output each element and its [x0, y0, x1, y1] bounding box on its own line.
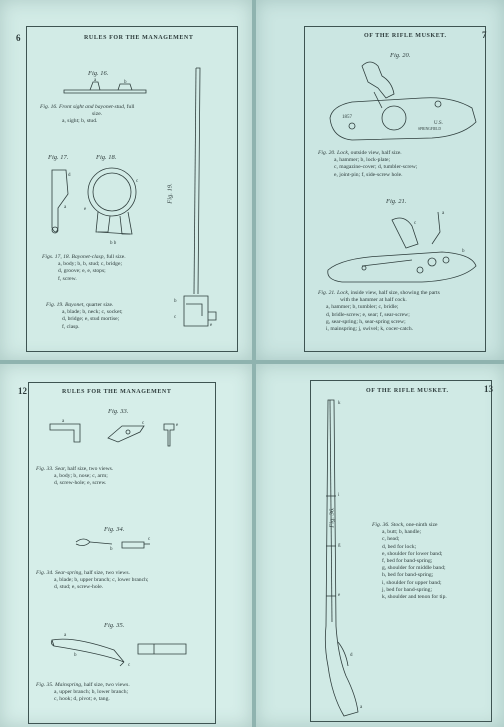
fig19-bayonet-drawing [172, 64, 222, 336]
running-header: RULES FOR THE MANAGEMENT [84, 35, 194, 41]
fig35-label: Fig. 35. [104, 622, 125, 629]
svg-text:a: a [360, 705, 363, 710]
page-number: 7 [482, 30, 487, 40]
page-number: 13 [484, 384, 493, 394]
svg-text:d: d [350, 653, 353, 658]
svg-text:i: i [338, 493, 340, 498]
page-7 [256, 0, 504, 360]
fig34-label: Fig. 34. [104, 526, 125, 533]
page-number: 12 [18, 386, 27, 396]
fig16-front-sight-drawing [60, 78, 150, 98]
svg-text:a: a [64, 205, 67, 210]
fig16-caption: Fig. 16. Front sight and bayonet-stud, full size. a, sight; b, stud. [40, 104, 135, 125]
svg-text:c: c [148, 537, 151, 542]
fig36-label: Fig. 36. [328, 507, 336, 528]
page-13 [256, 364, 504, 727]
fig19-label: Fig. 19. [166, 183, 174, 204]
svg-text:e: e [210, 323, 213, 328]
fig20-label: Fig. 20. [390, 52, 411, 59]
svg-text:b: b [174, 299, 177, 304]
fig35-mainspring-drawing [44, 630, 194, 674]
fig36-caption: Fig. 36. Stock, one-ninth size a, butt; b, handle; c, head; d, bed for lock; e, shoulder for lower band; f, bed for band-spring; g, shoulder for middle band; h, bed for band-spring; i, shoulder for upper band; j, bed for band-spring; k, shoulder and tenon for tip. [372, 522, 447, 601]
fig18-clasp-ring-drawing [80, 160, 150, 250]
svg-text:c: c [414, 221, 417, 226]
svg-text:k: k [338, 401, 341, 406]
page-number: 6 [16, 33, 21, 43]
fig21-lock-inside-drawing [322, 204, 482, 288]
lock-city-mark: SPRINGFIELD [418, 127, 441, 131]
svg-text:e: e [84, 207, 87, 212]
running-header: RULES FOR THE MANAGEMENT [62, 389, 172, 395]
svg-text:b: b [124, 80, 127, 85]
fig33-sear-drawing [46, 416, 186, 456]
fig36-stock-drawing [316, 396, 366, 720]
fig20-caption: Fig. 20. Lock, outside view, half size. a, hammer; b, lock-plate; c, magazine-cover; d, tumbler-screw; e, joint-pin; f, side-screw hole. [318, 150, 418, 178]
svg-text:c: c [174, 315, 177, 320]
svg-text:a: a [94, 78, 97, 83]
fig17-clasp-side-drawing [46, 164, 76, 244]
fig21-caption: Fig. 21. Lock, inside view, half size, showing the parts with the hammer at half cock. a, hammer; b, tumbler; c, bridle; d, bridle-screw; e, sear; f, sear-screw; g, sear-spring; h, sear-spring screw; i, mainspring; j, swivel; k, cocer-catch. [318, 290, 440, 333]
svg-text:c: c [142, 421, 145, 426]
fig17-18-caption: Figs. 17, 18. Bayonet-clasp, full size. a, body; b, b, stud; c, bridge; d, groove; e, e, stops; f, screw. [42, 254, 126, 282]
svg-text:b: b [462, 249, 465, 254]
page-12 [0, 364, 252, 727]
svg-text:c: c [128, 663, 131, 668]
fig34-caption: Fig. 34. Sear-spring, half size, two views. a, blade; b, upper branch; c, lower branch; d, stud; e, screw-hole. [36, 570, 149, 591]
running-header: OF THE RIFLE MUSKET. [364, 33, 447, 39]
fig17-label: Fig. 17. [48, 154, 69, 161]
svg-text:d: d [68, 173, 71, 178]
fig33-label: Fig. 33. [108, 408, 129, 415]
running-header: OF THE RIFLE MUSKET. [366, 388, 449, 394]
svg-text:e: e [338, 593, 341, 598]
svg-text:b: b [74, 653, 77, 658]
fig34-sear-spring-drawing [70, 534, 170, 558]
fig33-caption: Fig. 33. Sear, half size, two views. a, body; b, nose; c, arm; d, screw-hole; e, screw. [36, 466, 114, 487]
svg-text:c: c [136, 179, 139, 184]
lock-us-mark: U.S. [434, 121, 443, 126]
fig18-label: Fig. 18. [96, 154, 117, 161]
fig20-lock-outside-drawing [322, 58, 482, 148]
lock-year-mark: 1857 [342, 115, 352, 120]
svg-text:a: a [62, 419, 65, 424]
fig19-caption: Fig. 19. Bayonet, quarter size. a, blade; b, neck; c, socket; d, bridge; e, stud mortise; f, clasp. [46, 302, 123, 330]
svg-text:b b: b b [110, 241, 117, 246]
svg-text:b: b [110, 547, 113, 552]
fig35-caption: Fig. 35. Mainspring, half size, two views. a, upper branch; b, lower branch; c, hook; d, pivot; e, tang. [36, 682, 130, 703]
fig21-label: Fig. 21. [386, 198, 407, 205]
svg-text:e: e [176, 423, 179, 428]
svg-text:a: a [442, 211, 445, 216]
fig16-label: Fig. 16. [88, 70, 109, 77]
page-6 [0, 0, 252, 360]
svg-text:g: g [338, 543, 341, 548]
svg-text:a: a [64, 633, 67, 638]
